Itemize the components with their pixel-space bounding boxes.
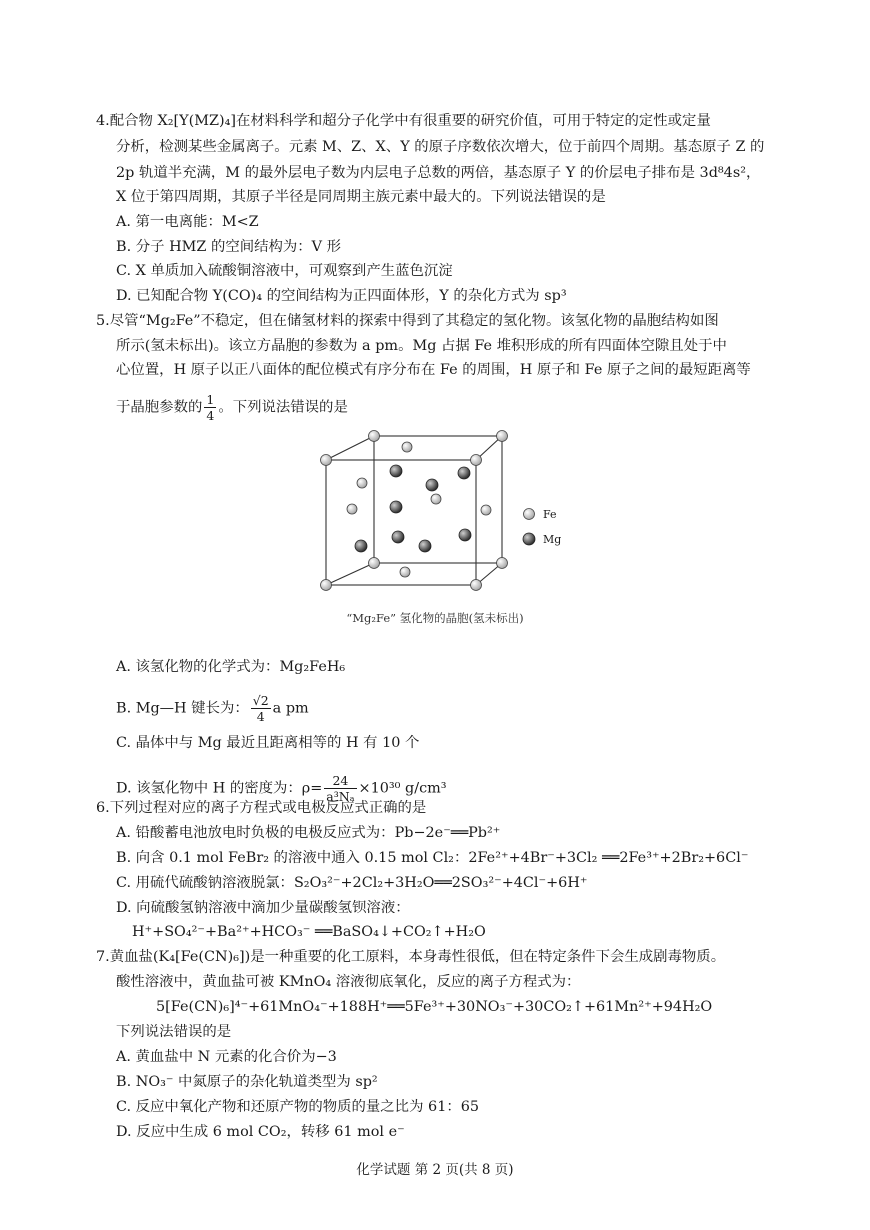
mg-atom: [459, 529, 471, 541]
legend-fe-label: Fe: [543, 508, 557, 521]
fe-atom: [321, 580, 332, 591]
mg-atom: [426, 479, 438, 491]
fraction-numerator: √2: [252, 693, 269, 708]
fraction-numerator: 24: [324, 773, 356, 789]
q4-stem-line-3: 2p 轨道半充满，M 的最外层电子数为内层电子总数的两倍，基态原子 Y 的价层电子排布是 3d⁸4s²，: [116, 165, 761, 181]
q6-option-b: B. 向含 0.1 mol FeBr₂ 的溶液中通入 0.15 mol Cl₂：2Fe²⁺+4Br⁻+3Cl₂ ══2Fe³⁺+2Br₂+6Cl⁻: [116, 850, 749, 866]
q5-option-c: C. 晶体中与 Mg 最近且距离相等的 H 有 10 个: [116, 735, 420, 751]
crystal-cell-figure: [300, 425, 580, 605]
q5-fraction: [204, 392, 216, 423]
q5-stem-line-2: 所示(氢未标出)。该立方晶胞的参数为 a pm。Mg 占据 Fe 堆积形成的所有四面体空隙且处于中: [116, 338, 727, 354]
q5-option-a: A. 该氢化物的化学式为：Mg₂FeH₆: [116, 659, 346, 675]
fe-atom: [402, 442, 412, 452]
q5-option-b: [116, 693, 309, 724]
q4-option-b: B. 分子 HMZ 的空间结构为：V 形: [116, 239, 342, 255]
q4-option-a: A. 第一电离能：M<Z: [116, 214, 259, 230]
fe-atoms: [321, 431, 508, 591]
mg-atom: [392, 531, 404, 543]
q4-option-c: C. X 单质加入硫酸铜溶液中，可观察到产生蓝色沉淀: [116, 263, 453, 279]
q5-line4-post: 。下列说法错误的是: [218, 399, 348, 416]
q5-stem-line-3: 心位置，H 原子以正八面体的配位模式有序分布在 Fe 的周围，H 原子和 Fe 原子之间的最短距离等: [116, 362, 751, 378]
mg-atom: [390, 501, 402, 513]
fe-atom: [347, 504, 357, 514]
q4-stem-line-1: 4.配合物 X₂[Y(MZ)₄]在材料科学和超分子化学中有很重要的研究价值，可用于特定的定性或定量: [96, 113, 711, 129]
q7-option-a: A. 黄血盐中 N 元素的化合价为−3: [116, 1049, 337, 1065]
q5-option-d-pre: D. 该氢化物中 H 的密度为：ρ=: [116, 780, 323, 797]
figure-legend: [523, 508, 561, 546]
fraction-denominator: a³Nₐ: [326, 789, 355, 804]
q7-option-c: C. 反应中氧化产物和还原产物的物质的量之比为 61：65: [116, 1099, 480, 1115]
q7-option-d: D. 反应中生成 6 mol CO₂，转移 61 mol e⁻: [116, 1124, 405, 1140]
fe-atom: [369, 558, 380, 569]
q5-stem-line-1: 5.尽管“Mg₂Fe”不稳定，但在储氢材料的探索中得到了其稳定的氢化物。该氢化物的晶胞结构如图: [96, 313, 719, 329]
q7-stem-line-3: 下列说法错误的是: [116, 1024, 232, 1040]
q4-stem-line-2: 分析，检测某些金属离子。元素 M、Z、X、Y 的原子序数依次增大，位于前四个周期。基态原子 Z 的: [116, 139, 765, 155]
q6-option-d-equation: H⁺+SO₄²⁻+Ba²⁺+HCO₃⁻ ══BaSO₄↓+CO₂↑+H₂O: [132, 924, 486, 940]
fe-atom: [497, 431, 508, 442]
q6-stem: 6.下列过程对应的离子方程式或电极反应式正确的是: [96, 800, 427, 816]
fe-atom: [471, 455, 482, 466]
fe-atom: [497, 558, 508, 569]
q5-stem-line-4: [116, 392, 348, 423]
fe-atom: [369, 431, 380, 442]
mg-atoms: [355, 465, 471, 552]
legend-mg-label: Mg: [543, 533, 562, 546]
fe-atom: [431, 494, 441, 504]
page-footer: 化学试题 第 2 页(共 8 页): [356, 1162, 514, 1178]
q7-option-b: B. NO₃⁻ 中氮原子的杂化轨道类型为 sp²: [116, 1074, 378, 1090]
fe-atom: [471, 580, 482, 591]
figure-caption: “Mg₂Fe” 氢化物的晶胞(氢未标出): [346, 611, 524, 625]
mg-atom: [458, 467, 470, 479]
fraction-numerator: 1: [206, 392, 215, 407]
fe-atom: [400, 567, 410, 577]
q4-option-d: D. 已知配合物 Y(CO)₄ 的空间结构为正四面体形，Y 的杂化方式为 sp³: [116, 288, 567, 304]
mg-atom: [355, 540, 367, 552]
q5-option-d-post: ×10³⁰ g/cm³: [358, 780, 447, 797]
q6-option-d: D. 向硫酸氢钠溶液中滴加少量碳酸氢钡溶液：: [116, 900, 410, 916]
legend-fe-marker: [524, 509, 535, 520]
q5-option-b-pre: B. Mg—H 键长为：: [116, 700, 249, 717]
q7-stem-line-2: 酸性溶液中，黄血盐可被 KMnO₄ 溶液彻底氧化，反应的离子方程式为：: [116, 974, 581, 990]
mg-atom: [419, 540, 431, 552]
q5-option-b-post: a pm: [272, 700, 309, 717]
fraction-denominator: 4: [256, 709, 265, 724]
fe-atom: [481, 505, 491, 515]
fraction-denominator: 4: [206, 408, 215, 423]
q6-option-c: C. 用硫代硫酸钠溶液脱氯：S₂O₃²⁻+2Cl₂+3H₂O══2SO₃²⁻+4Cl⁻+6H⁺: [116, 875, 588, 891]
q4-stem-line-4: X 位于第四周期，其原子半径是同周期主族元素中最大的。下列说法错误的是: [116, 189, 606, 205]
fe-atom: [321, 455, 332, 466]
q7-stem-line-1: 7.黄血盐(K₄[Fe(CN)₆])是一种重要的化工原料，本身毒性很低，但在特定条件下会生成剧毒物质。: [96, 949, 726, 965]
legend-mg-marker: [523, 533, 535, 545]
q6-option-a: A. 铅酸蓄电池放电时负极的电极反应式为：Pb−2e⁻══Pb²⁺: [116, 825, 501, 841]
mg-atom: [390, 465, 402, 477]
q5-line4-pre: 于晶胞参数的: [116, 399, 203, 416]
fe-atom: [357, 478, 367, 488]
q7-equation: 5[Fe(CN)₆]⁴⁻+61MnO₄⁻+188H⁺══5Fe³⁺+30NO₃⁻+30CO₂↑+61Mn²⁺+94H₂O: [156, 999, 713, 1015]
q5-option-b-fraction: [251, 693, 271, 724]
